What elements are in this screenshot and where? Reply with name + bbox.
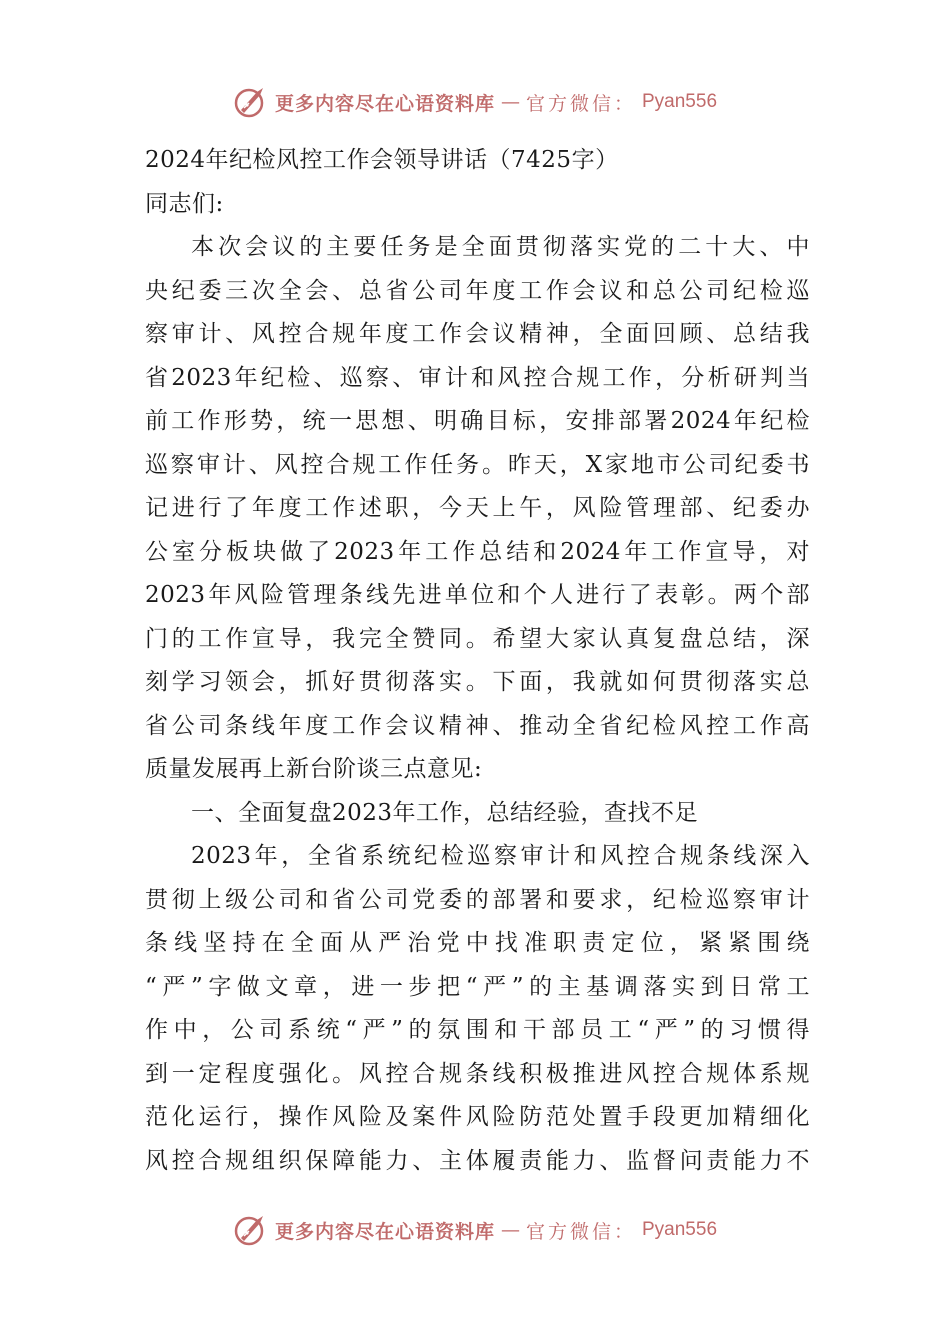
paragraph-line: 2023年风险管理条线先进单位和个人进行了表彰。两个部 [145, 582, 810, 608]
paragraph-line: 巡察审计、风控合规工作任务。昨天，X家地市公司纪委书 [145, 451, 810, 478]
pen-nib-logo-icon [233, 1212, 269, 1248]
pen-nib-logo-icon [233, 84, 269, 120]
document-title: 2024年纪检风控工作会领导讲话（7425字） [145, 147, 619, 173]
paragraph-line: 风控合规组织保障能力、主体履责能力、监督问责能力不 [145, 1147, 810, 1174]
banner-handle: Pyan556 [642, 91, 718, 112]
banner-text: 更多内容尽在心语资料库 [274, 1220, 495, 1243]
paragraph-line: 门的工作宣导，我完全赞同。希望大家认真复盘总结，深 [145, 625, 810, 652]
paragraph-line: 条线坚持在全面从严治党中找准职责定位，紧紧围绕 [145, 930, 810, 956]
paragraph-line: 察审计、风控合规年度工作会议精神，全面回顾、总结我 [145, 321, 810, 347]
paragraph-line: 记进行了年度工作述职，今天上午，风险管理部、纪委办 [145, 495, 810, 521]
paragraph-line: 贯彻上级公司和省公司党委的部署和要求，纪检巡察审计 [145, 886, 810, 913]
banner-inner [233, 1212, 717, 1248]
paragraph-line: 质量发展再上新台阶谈三点意见: [145, 756, 483, 782]
paragraph-line: 前工作形势，统一思想、明确目标，安排部署2024年纪检 [145, 408, 810, 434]
banner-text: 更多内容尽在心语资料库 [274, 92, 495, 115]
document-body [145, 139, 810, 1183]
banner-separator: — [500, 91, 520, 113]
footer-banner [0, 1210, 950, 1250]
banner-separator: — [500, 1219, 520, 1241]
paragraph-line: 公室分板块做了2023年工作总结和2024年工作宣导，对 [145, 538, 810, 565]
section-heading: 一、全面复盘2023年工作，总结经验，查找不足 [191, 799, 699, 826]
header-banner [0, 82, 950, 122]
paragraph-line: 2023年，全省系统纪检巡察审计和风控合规条线深入 [191, 843, 810, 869]
paragraph-line: 范化运行，操作风险及案件风险防范处置手段更加精细化 [145, 1104, 810, 1130]
banner-label: 官方微信： [525, 92, 636, 115]
paragraph-line: 省公司条线年度工作会议精神、推动全省纪检风控工作高 [145, 712, 810, 739]
banner-label: 官方微信： [525, 1220, 636, 1243]
banner-handle: Pyan556 [642, 1219, 718, 1240]
banner-inner [233, 84, 717, 120]
paragraph-line: 刻学习领会，抓好贯彻落实。下面，我就如何贯彻落实总 [145, 669, 810, 695]
paragraph-line: 省2023年纪检、巡察、审计和风控合规工作，分析研判当 [145, 364, 810, 391]
paragraph-line: “严”字做文章，进一步把“严”的主基调落实到日常工 [145, 973, 810, 1000]
paragraph-line: 作中，公司系统“严”的氛围和干部员工“严”的习惯得 [145, 1017, 810, 1043]
paragraph-line: 本次会议的主要任务是全面贯彻落实党的二十大、中 [191, 234, 810, 260]
salutation: 同志们: [145, 190, 224, 217]
paragraph-line: 到一定程度强化。风控合规条线积极推进风控合规体系规 [145, 1060, 810, 1087]
paragraph-line: 央纪委三次全会、总省公司年度工作会议和总公司纪检巡 [145, 277, 810, 304]
